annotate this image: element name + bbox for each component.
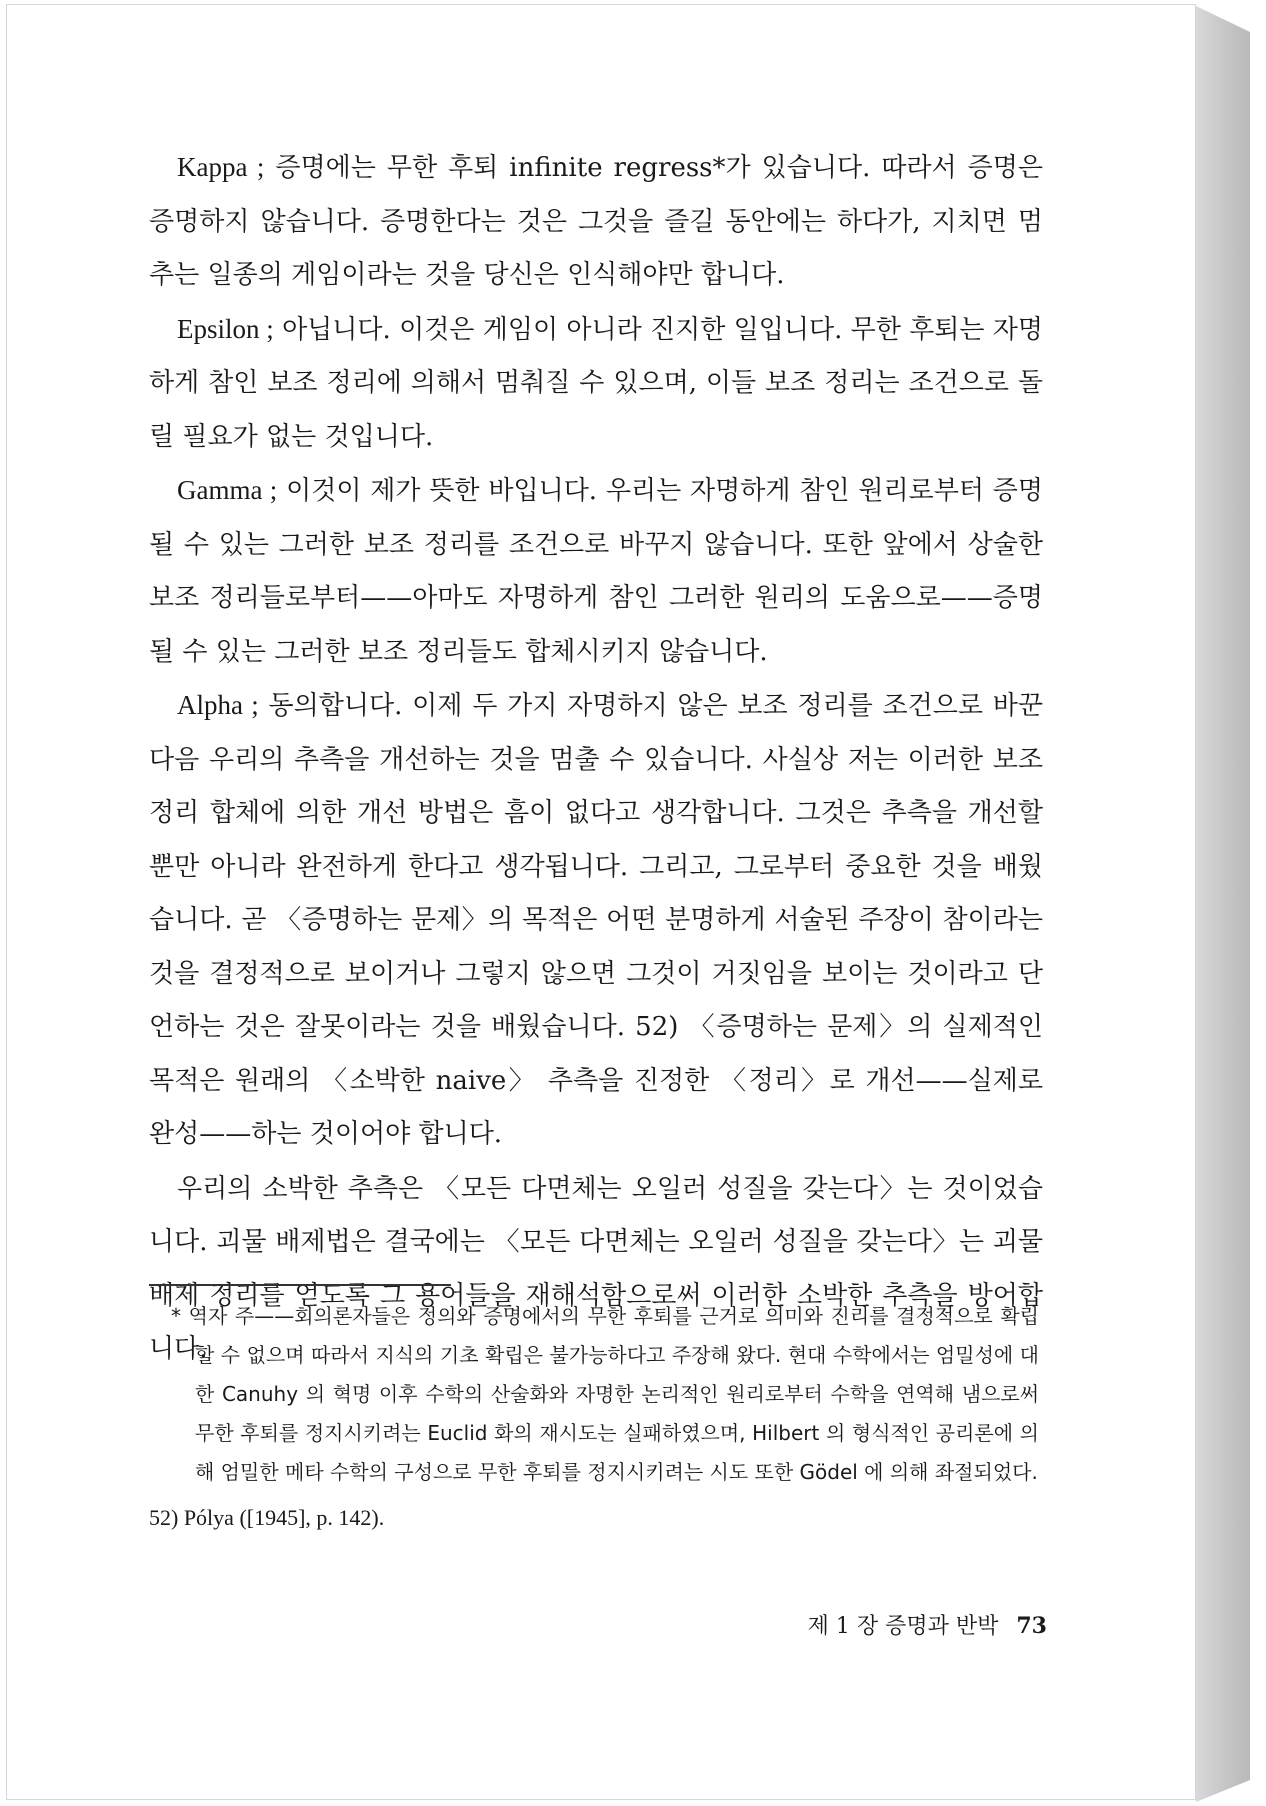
speaker-label: Alpha ; bbox=[177, 690, 259, 720]
page-footer bbox=[747, 1609, 1047, 1640]
paragraph-text: 우리의 소박한 추측은 〈모든 다면체는 오일러 성질을 갖는다〉는 것이었습니다. 괴물 배제법은 결국에는 〈모든 다면체는 오일러 성질을 갖는다〉는 괴물 배제 정리를 얻도록 그 용어들을 재해석함으로써 이러한 소박한 추측을 방어합니다. bbox=[149, 1173, 1043, 1364]
speaker-label: Gamma ; bbox=[177, 475, 278, 505]
main-text bbox=[149, 141, 1043, 1377]
paragraph-alpha bbox=[149, 679, 1043, 1162]
paragraph-text: 아닙니다. 이것은 게임이 아니라 진지한 일입니다. 무한 후퇴는 자명하게 참인 보조 정리에 의해서 멈춰질 수 있으며, 이들 보조 정리는 조건으로 돌릴 필요가 없는 것입니다. bbox=[149, 314, 1043, 452]
speaker-label: Epsilon ; bbox=[177, 313, 274, 344]
paragraph-text: 이것이 제가 뜻한 바입니다. 우리는 자명하게 참인 원리로부터 증명될 수 있는 그러한 보조 정리를 조건으로 바꾸지 않습니다. 또한 앞에서 상술한 보조 정리들로부터——아마도 자명하게 참인 그러한 원리의 도움으로——증명될 수 있는 그러한 보조 정리들도 합체시키지 않습니다. bbox=[149, 476, 1043, 667]
book-spine-edge bbox=[1196, 6, 1250, 1802]
reference-footnote-52: 52) Pólya ([1945], p. 142). bbox=[149, 1505, 385, 1530]
footnote-divider bbox=[149, 1284, 451, 1286]
paragraph-text: 증명에는 무한 후퇴 infinite regress*가 있습니다. 따라서 증명은 증명하지 않습니다. 증명한다는 것은 그것을 즐길 동안에는 하다가, 지치면 멈추는 일종의 게임이라는 것을 당신은 인식해야만 합니다. bbox=[149, 153, 1043, 290]
translator-footnote: * 역자 주——회의론자들은 정의와 증명에서의 무한 후퇴를 근거로 의미와 진리를 결정적으로 확립할 수 없으며 따라서 지식의 기초 확립은 불가능하다고 주장해 왔다. 현대 수학에서는 엄밀성에 대한 Canuhy 의 혁명 이후 수학의 산술화와 자명한 논리적인 원리로부터 수학을 연역해 냄으로써 무한 후퇴를 정지시키려는 Euclid 화의 재시도는 실패하였으며, Hilbert 의 형식적인 공리론에 의해 엄밀한 메타 수학의 구성으로 무한 후퇴를 정지시키려는 시도 또한 Gödel 에 의해 좌절되었다. bbox=[171, 1304, 1039, 1484]
chapter-title: 제 1 장 증명과 반박 bbox=[807, 1614, 999, 1639]
book-page bbox=[6, 4, 1196, 1800]
page-number: 73 bbox=[1016, 1613, 1047, 1639]
paragraph-kappa bbox=[149, 141, 1043, 303]
speaker-label: Kappa ; bbox=[177, 152, 265, 182]
paragraph-gamma bbox=[149, 464, 1043, 679]
paragraph-text: 동의합니다. 이제 두 가지 자명하지 않은 보조 정리를 조건으로 바꾼 다음 우리의 추측을 개선하는 것을 멈출 수 있습니다. 사실상 저는 이러한 보조 정리 합체에 의한 개선 방법은 흠이 없다고 생각합니다. 그것은 추측을 개선할 뿐만 아니라 완전하게 한다고 생각됩니다. 그리고, 그로부터 중요한 것을 배웠습니다. 곧 〈증명하는 문제〉의 목적은 어떤 분명하게 서술된 주장이 참이라는 것을 결정적으로 보이거나 그렇지 않으면 그것이 거짓임을 보이는 것이라고 단언하는 것은 잘못이라는 것을 배웠습니다. 52) 〈증명하는 문제〉의 실제적인 목적은 원래의 〈소박한 naive〉 추측을 진정한 〈정리〉로 개선——실제로 완성——하는 것이어야 합니다. bbox=[149, 691, 1043, 1149]
footnotes bbox=[149, 1297, 1039, 1537]
paragraph-epsilon bbox=[149, 303, 1043, 465]
